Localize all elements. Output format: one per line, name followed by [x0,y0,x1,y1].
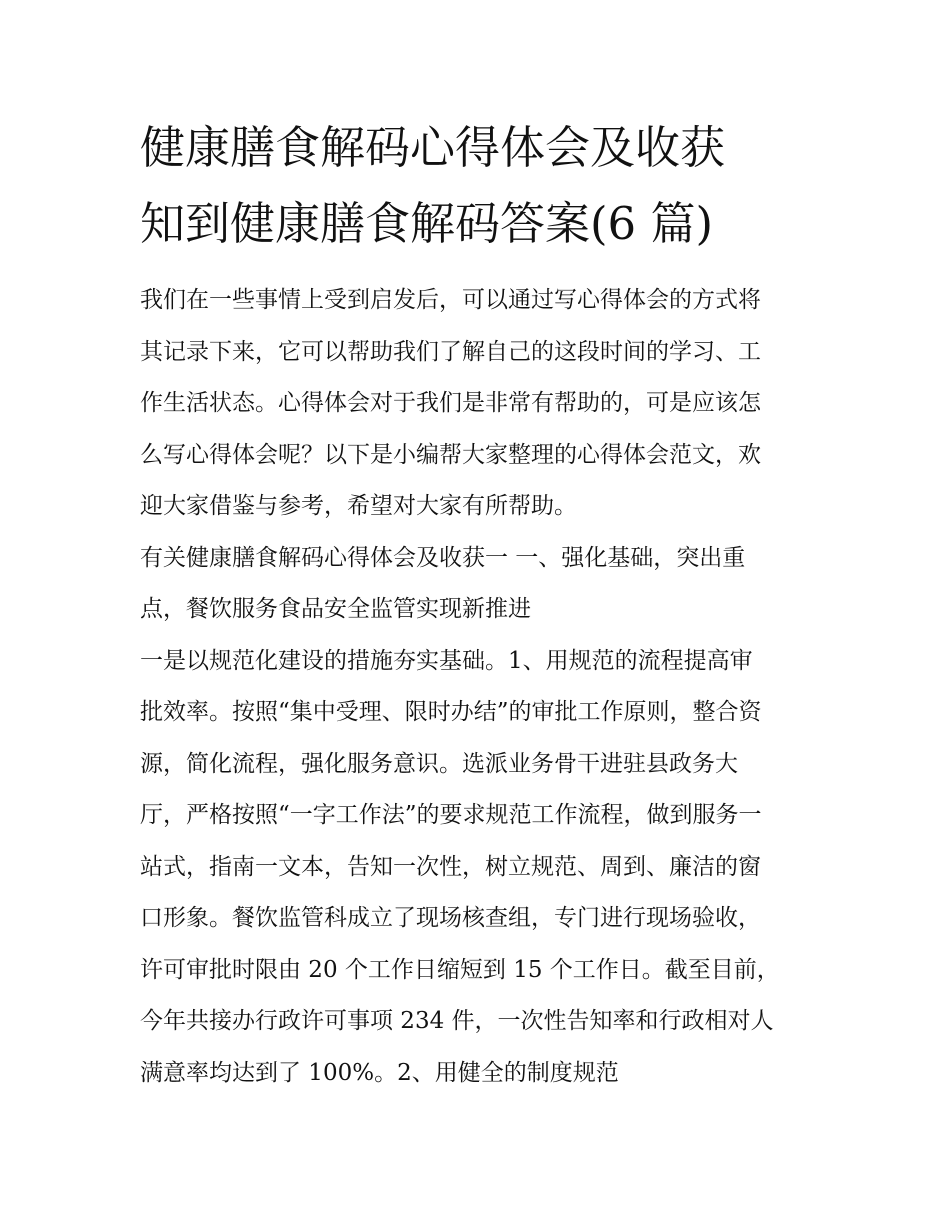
section-heading-paragraph [140,533,820,636]
text-line: 迎大家借鉴与参考，希望对大家有所帮助。 [140,493,577,519]
text-line: 我们在一些事情上受到启发后，可以通过写心得体会的方式将 [140,287,761,313]
text-line: 源，简化流程，强化服务意识。选派业务骨干进驻县政务大 [140,750,738,777]
text-line: 有关健康膳食解码心得体会及收获一 一、强化基础，突出重 [140,544,746,571]
body-paragraph [140,636,820,1100]
text-line: 许可审批时限由 20 个工作日缩短到 15 个工作日。截至目前， [140,956,780,983]
text-line: 点，餐饮服务食品安全监管实现新推进 [140,596,531,622]
title-line: 健康膳食解码心得体会及收获 [140,121,726,174]
document-title [140,110,820,262]
text-line: 批效率。按照“集中受理、限时办结”的审批工作原则，整合资 [140,699,762,725]
text-line: 作生活状态。心得体会对于我们是非常有帮助的，可是应该怎 [140,390,761,416]
text-line: 一是以规范化建设的措施夯实基础。1、用规范的流程提高审 [140,647,753,674]
text-line: 厅，严格按照“一字工作法”的要求规范工作流程，做到服务一 [140,802,762,828]
text-line: 其记录下来，它可以帮助我们了解自己的这段时间的学习、工 [140,338,761,365]
text-line: 站式，指南一文本，告知一次性，树立规范、周到、廉洁的窗 [140,853,761,880]
document-body [140,275,820,1099]
text-line: 口形象。餐饮监管科成立了现场核查组，专门进行现场验收， [140,905,761,931]
intro-paragraph [140,275,820,533]
text-line: 满意率均达到了 100%。2、用健全的制度规范 [140,1059,619,1086]
text-line: 么写心得体会呢？以下是小编帮大家整理的心得体会范文，欢 [140,441,761,468]
text-line: 今年共接办行政许可事项 234 件，一次性告知率和行政相对人 [140,1008,774,1034]
title-line: 知到健康膳食解码答案(6 篇) [140,197,714,250]
